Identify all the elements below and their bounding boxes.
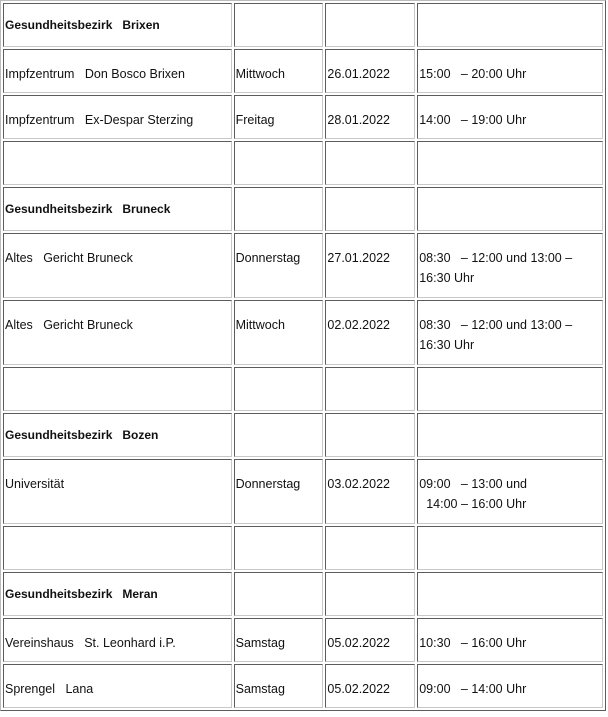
table-row: [3, 49, 603, 93]
weekday-cell: Donnerstag: [234, 233, 324, 298]
table-row: [3, 233, 603, 298]
location-cell: Impfzentrum Don Bosco Brixen: [3, 49, 232, 93]
table-row: [3, 664, 603, 708]
date-cell: 27.01.2022: [325, 233, 415, 298]
weekday-cell: Samstag: [234, 618, 324, 662]
spacer-row: [3, 141, 603, 185]
location-cell: Sprengel Lana: [3, 664, 232, 708]
location-cell: Altes Gericht Bruneck: [3, 300, 232, 365]
time-cell: [417, 413, 603, 457]
date-cell: [325, 3, 415, 47]
time-cell: 09:00 – 14:00 Uhr: [417, 664, 603, 708]
location-cell: Vereinshaus St. Leonhard i.P.: [3, 618, 232, 662]
weekday-cell: [234, 187, 324, 231]
date-cell: [325, 526, 415, 570]
weekday-cell: [234, 572, 324, 616]
table-row: [3, 95, 603, 139]
table-row: [3, 459, 603, 524]
location-cell: [3, 141, 232, 185]
weekday-cell: [234, 526, 324, 570]
weekday-cell: [234, 3, 324, 47]
time-cell: 08:30 – 12:00 und 13:00 – 16:30 Uhr: [417, 233, 603, 298]
time-cell: 09:00 – 13:00 und 14:00 – 16:00 Uhr: [417, 459, 603, 524]
location-cell: [3, 526, 232, 570]
date-cell: 02.02.2022: [325, 300, 415, 365]
time-cell: 15:00 – 20:00 Uhr: [417, 49, 603, 93]
date-cell: [325, 413, 415, 457]
weekday-cell: Donnerstag: [234, 459, 324, 524]
weekday-cell: [234, 367, 324, 411]
weekday-cell: Mittwoch: [234, 300, 324, 365]
date-cell: 05.02.2022: [325, 664, 415, 708]
time-cell: [417, 572, 603, 616]
location-cell: Impfzentrum Ex-Despar Sterzing: [3, 95, 232, 139]
weekday-cell: [234, 413, 324, 457]
table-body: [3, 3, 603, 708]
date-cell: 26.01.2022: [325, 49, 415, 93]
weekday-cell: Freitag: [234, 95, 324, 139]
date-cell: [325, 141, 415, 185]
time-cell: [417, 367, 603, 411]
spacer-row: [3, 526, 603, 570]
date-cell: [325, 367, 415, 411]
location-cell: Universität: [3, 459, 232, 524]
weekday-cell: Mittwoch: [234, 49, 324, 93]
location-cell: Gesundheitsbezirk Bozen: [3, 413, 232, 457]
date-cell: [325, 187, 415, 231]
location-cell: Altes Gericht Bruneck: [3, 233, 232, 298]
date-cell: 05.02.2022: [325, 618, 415, 662]
location-cell: [3, 367, 232, 411]
table-row: [3, 618, 603, 662]
district-header-row: [3, 3, 603, 47]
table-row: [3, 300, 603, 365]
time-cell: [417, 526, 603, 570]
location-cell: Gesundheitsbezirk Brixen: [3, 3, 232, 47]
time-cell: [417, 187, 603, 231]
date-cell: [325, 572, 415, 616]
location-cell: Gesundheitsbezirk Meran: [3, 572, 232, 616]
weekday-cell: [234, 141, 324, 185]
spacer-row: [3, 367, 603, 411]
time-cell: 08:30 – 12:00 und 13:00 – 16:30 Uhr: [417, 300, 603, 365]
district-header-row: [3, 413, 603, 457]
district-header-row: [3, 572, 603, 616]
location-cell: Gesundheitsbezirk Bruneck: [3, 187, 232, 231]
weekday-cell: Samstag: [234, 664, 324, 708]
date-cell: 28.01.2022: [325, 95, 415, 139]
time-cell: 14:00 – 19:00 Uhr: [417, 95, 603, 139]
time-cell: [417, 3, 603, 47]
date-cell: 03.02.2022: [325, 459, 415, 524]
time-cell: [417, 141, 603, 185]
time-cell: 10:30 – 16:00 Uhr: [417, 618, 603, 662]
district-header-row: [3, 187, 603, 231]
